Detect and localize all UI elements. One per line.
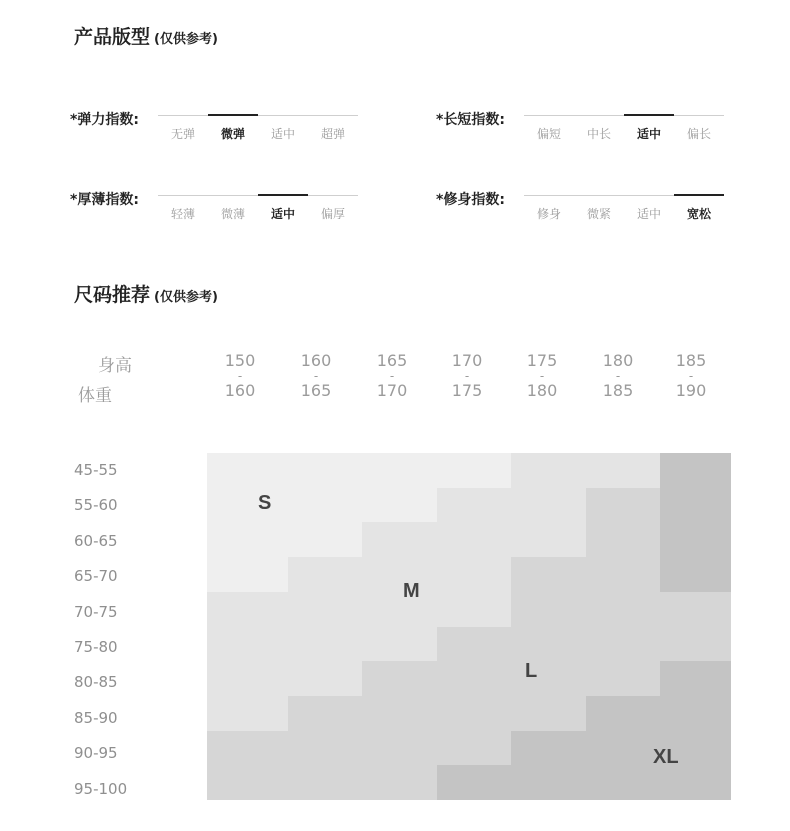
height-from: 170 — [451, 351, 483, 370]
weight-range: 55-60 — [74, 496, 118, 515]
scale-option: 适中 — [636, 207, 661, 221]
grid-cell-xl — [586, 696, 661, 731]
height-range — [215, 353, 265, 399]
grid-cell-l — [207, 765, 289, 800]
range-dash: - — [539, 369, 545, 383]
fit-note: (仅供参考) — [154, 32, 218, 47]
scale-option: 宽松 — [686, 207, 711, 221]
grid-cell-m — [288, 661, 363, 696]
grid-cell-l — [362, 765, 438, 800]
grid-cell-l — [586, 592, 661, 627]
size-label-l: L — [525, 660, 538, 682]
grid-cell-l — [437, 627, 512, 662]
fit-index-label: *长短指数: — [436, 112, 505, 128]
height-range — [442, 353, 492, 399]
grid-cell-l — [207, 731, 289, 766]
grid-cell-m — [362, 522, 438, 557]
height-to: 160 — [224, 381, 256, 400]
height-to: 180 — [526, 381, 558, 400]
grid-cell-l — [362, 696, 438, 731]
scale-option: 轻薄 — [170, 207, 195, 221]
grid-cell-l — [362, 661, 438, 696]
range-dash: - — [615, 369, 621, 383]
grid-cell-l — [437, 696, 512, 731]
grid-cell-m — [207, 627, 289, 662]
weight-label: 体重 — [78, 386, 112, 406]
weight-range: 60-65 — [74, 531, 118, 550]
height-range — [593, 353, 643, 399]
weight-range: 80-85 — [74, 673, 118, 692]
height-from: 185 — [675, 351, 707, 370]
grid-cell-s — [437, 453, 512, 488]
grid-cell-xl — [660, 661, 731, 696]
grid-cell-l — [511, 557, 587, 592]
grid-cell-xl — [660, 765, 731, 800]
scale-option: 偏长 — [686, 127, 711, 141]
grid-cell-l — [437, 731, 512, 766]
fit-index-scale — [158, 195, 358, 221]
grid-cell-m — [437, 522, 512, 557]
height-to: 190 — [675, 381, 707, 400]
grid-cell-m — [288, 627, 363, 662]
grid-cell-xl — [586, 731, 661, 766]
grid-cell-m — [511, 488, 587, 523]
grid-cell-l — [437, 661, 512, 696]
grid-cell-s — [207, 557, 289, 592]
scale-option: 微弹 — [220, 127, 245, 141]
size-note: (仅供参考) — [154, 290, 218, 305]
range-dash: - — [464, 369, 470, 383]
fit-section-title — [74, 22, 218, 49]
scale-option: 适中 — [636, 127, 661, 141]
grid-cell-xl — [660, 696, 731, 731]
grid-cell-m — [511, 453, 587, 488]
range-dash: - — [313, 369, 319, 383]
grid-cell-s — [207, 453, 289, 488]
grid-cell-xl — [660, 453, 731, 488]
grid-cell-l — [288, 765, 363, 800]
height-from: 175 — [526, 351, 558, 370]
weight-range: 75-80 — [74, 638, 118, 656]
size-label-m: M — [403, 580, 420, 602]
size-grid — [207, 453, 728, 800]
grid-cell-xl — [511, 765, 587, 800]
grid-cell-s — [288, 488, 363, 523]
grid-cell-m — [437, 488, 512, 523]
fit-index-scale — [524, 115, 724, 141]
grid-cell-xl — [586, 765, 661, 800]
weight-range: 90-95 — [74, 744, 118, 763]
size-label-xl: XL — [653, 746, 679, 768]
range-dash: - — [237, 369, 243, 383]
grid-cell-l — [511, 627, 587, 662]
grid-cell-s — [207, 522, 289, 557]
grid-cell-m — [362, 557, 438, 592]
fit-index-scale — [524, 195, 724, 221]
grid-cell-l — [511, 661, 587, 696]
height-range — [291, 353, 341, 399]
height-from: 165 — [376, 351, 408, 370]
height-from: 160 — [300, 351, 332, 370]
grid-cell-s — [288, 522, 363, 557]
height-from: 180 — [602, 351, 634, 370]
grid-cell-l — [288, 731, 363, 766]
scale-option: 微薄 — [220, 207, 245, 221]
scale-option: 微紧 — [586, 207, 611, 221]
grid-cell-l — [288, 696, 363, 731]
grid-cell-s — [362, 453, 438, 488]
scale-selected-marker — [208, 114, 258, 116]
scale-line — [158, 115, 358, 116]
fit-index-scale — [158, 115, 358, 141]
scale-selected-marker — [674, 194, 724, 196]
size-label-s: S — [258, 492, 272, 514]
grid-cell-m — [207, 696, 289, 731]
range-dash: - — [389, 369, 395, 383]
grid-cell-m — [207, 592, 289, 627]
grid-cell-l — [660, 627, 731, 662]
height-to: 175 — [451, 381, 483, 400]
scale-option: 适中 — [270, 127, 295, 141]
grid-cell-s — [207, 488, 289, 523]
grid-cell-xl — [660, 488, 731, 523]
size-title: 尺码推荐 — [74, 284, 151, 306]
grid-cell-xl — [437, 765, 512, 800]
grid-cell-l — [586, 627, 661, 662]
grid-cell-m — [586, 453, 661, 488]
grid-cell-xl — [660, 557, 731, 592]
grid-cell-s — [362, 488, 438, 523]
height-to: 185 — [602, 381, 634, 400]
grid-cell-l — [660, 592, 731, 627]
scale-option: 中长 — [586, 127, 611, 141]
weight-range: 45-55 — [74, 461, 118, 479]
size-section-title — [74, 280, 218, 307]
scale-option: 超弹 — [320, 127, 345, 141]
range-dash: - — [688, 369, 694, 383]
scale-option: 修身 — [536, 207, 561, 221]
grid-cell-m — [207, 661, 289, 696]
grid-cell-xl — [660, 522, 731, 557]
height-to: 170 — [376, 381, 408, 400]
grid-cell-m — [511, 522, 587, 557]
weight-range: 95-100 — [74, 779, 128, 798]
scale-selected-marker — [258, 194, 308, 196]
grid-cell-l — [586, 522, 661, 557]
weight-range: 65-70 — [74, 567, 118, 586]
grid-cell-m — [437, 557, 512, 592]
grid-cell-l — [362, 731, 438, 766]
scale-option: 适中 — [270, 207, 295, 221]
grid-cell-xl — [511, 731, 587, 766]
height-to: 165 — [300, 381, 332, 400]
grid-cell-l — [511, 696, 587, 731]
scale-option: 偏厚 — [320, 207, 345, 221]
weight-range: 85-90 — [74, 708, 118, 727]
height-range — [517, 353, 567, 399]
scale-selected-marker — [624, 114, 674, 116]
grid-cell-m — [362, 592, 438, 627]
height-range — [367, 353, 417, 399]
grid-cell-l — [586, 661, 661, 696]
fit-title: 产品版型 — [74, 26, 151, 48]
fit-index-label: *厚薄指数: — [70, 192, 139, 208]
weight-range: 70-75 — [74, 602, 118, 621]
grid-cell-l — [586, 488, 661, 523]
scale-option: 无弹 — [170, 127, 195, 141]
fit-index-label: *修身指数: — [436, 192, 505, 208]
fit-index-label: *弹力指数: — [70, 112, 139, 128]
scale-option: 偏短 — [536, 127, 561, 141]
height-from: 150 — [224, 351, 256, 370]
grid-cell-m — [288, 592, 363, 627]
grid-cell-m — [362, 627, 438, 662]
grid-cell-m — [288, 557, 363, 592]
height-range — [666, 353, 716, 399]
grid-cell-l — [586, 557, 661, 592]
grid-cell-s — [288, 453, 363, 488]
grid-cell-m — [437, 592, 512, 627]
height-label: 身高 — [98, 356, 132, 376]
grid-cell-l — [511, 592, 587, 627]
